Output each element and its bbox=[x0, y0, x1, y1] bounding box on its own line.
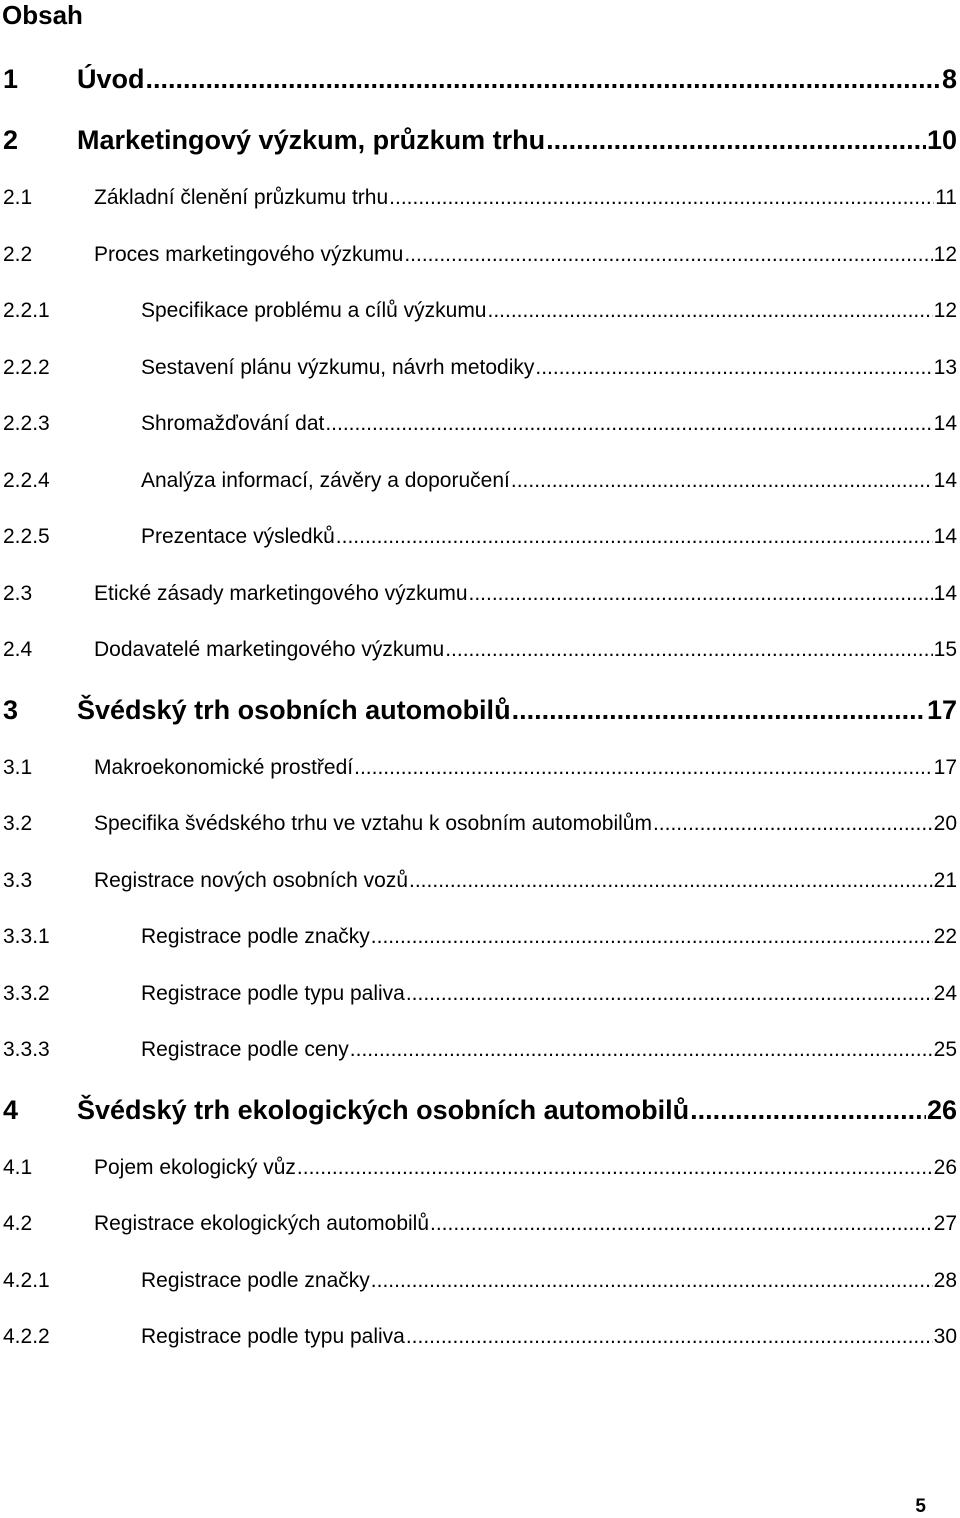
toc-entry-4[interactable] bbox=[3, 1093, 957, 1127]
toc-entry-page: 14 bbox=[933, 412, 957, 435]
toc-entry-number: 2.1 bbox=[3, 186, 33, 209]
toc-entry-title: Registrace podle značky bbox=[141, 1268, 370, 1292]
toc-entry-page: 12 bbox=[933, 242, 957, 266]
toc-entry-4-1[interactable] bbox=[3, 1154, 957, 1182]
toc-entry-number: 2.3 bbox=[3, 581, 33, 605]
toc-entry-page: 27 bbox=[933, 1212, 957, 1235]
toc-entry-4-2-1[interactable] bbox=[3, 1267, 957, 1295]
toc-entry-page: 14 bbox=[933, 468, 957, 492]
toc-entry-page: 11 bbox=[935, 186, 957, 209]
toc-entry-title: Sestavení plánu výzkumu, návrh metodiky bbox=[141, 355, 535, 379]
dot-leader bbox=[406, 980, 933, 1008]
toc-entry-number: 4.2.1 bbox=[3, 1268, 50, 1292]
dot-leader bbox=[354, 754, 933, 782]
toc-entry-3-3-2[interactable] bbox=[3, 980, 957, 1008]
toc-entry-title: Prezentace výsledků bbox=[141, 525, 335, 548]
dot-leader bbox=[409, 867, 933, 895]
toc-entry-page: 30 bbox=[933, 1325, 957, 1348]
toc-entry-title: Švédský trh ekologických osobních automobilů bbox=[77, 1094, 690, 1125]
toc-entry-3-3-3[interactable] bbox=[3, 1036, 957, 1064]
dot-leader bbox=[325, 410, 932, 438]
dot-leader bbox=[371, 1267, 933, 1295]
toc-entry-page: 17 bbox=[933, 755, 957, 779]
toc-entry-number: 4.2 bbox=[3, 1212, 33, 1235]
dot-leader bbox=[297, 1154, 933, 1182]
toc-entry-title: Registrace ekologických automobilů bbox=[94, 1212, 430, 1235]
toc-entry-number: 3.1 bbox=[3, 755, 33, 779]
toc-entry-page: 21 bbox=[933, 868, 957, 892]
toc-heading: Obsah bbox=[2, 0, 83, 30]
toc-entry-page: 13 bbox=[933, 355, 957, 379]
toc-entry-title: Analýza informací, závěry a doporučení bbox=[141, 468, 510, 492]
toc-entry-title: Registrace podle typu paliva bbox=[141, 981, 405, 1005]
toc-entry-title: Registrace nových osobních vozů bbox=[94, 868, 409, 892]
toc-entry-number: 4 bbox=[3, 1094, 19, 1125]
toc-entry-number: 2.2.5 bbox=[3, 525, 50, 548]
dot-leader bbox=[404, 241, 932, 269]
toc-entry-2-1[interactable] bbox=[3, 184, 957, 212]
toc-entry-2-3[interactable] bbox=[3, 580, 957, 608]
toc-entry-title: Registrace podle značky bbox=[141, 925, 370, 948]
toc-entry-page: 26 bbox=[933, 1155, 957, 1179]
dot-leader bbox=[389, 184, 934, 212]
toc-entry-title: Švédský trh osobních automobilů bbox=[77, 694, 511, 725]
toc-entry-2-2-4[interactable] bbox=[3, 467, 957, 495]
dot-leader bbox=[653, 810, 933, 838]
dot-leader bbox=[336, 523, 933, 551]
toc-entry-2-2-1[interactable] bbox=[3, 297, 957, 325]
dot-leader bbox=[488, 297, 933, 325]
toc-entry-number: 1 bbox=[3, 64, 19, 94]
dot-leader bbox=[350, 1036, 933, 1064]
toc-entry-number: 2.4 bbox=[3, 638, 33, 661]
toc-entry-number: 2.2.2 bbox=[3, 355, 50, 379]
toc-entry-number: 2.2.3 bbox=[3, 412, 50, 435]
toc-entry-4-2-2[interactable] bbox=[3, 1323, 957, 1351]
toc-entry-3-1[interactable] bbox=[3, 754, 957, 782]
toc-entry-4-2[interactable] bbox=[3, 1210, 957, 1238]
toc-entry-title: Marketingový výzkum, průzkum trhu bbox=[77, 125, 546, 155]
toc-entry-page: 26 bbox=[926, 1094, 957, 1125]
toc-entry-page: 12 bbox=[933, 299, 957, 322]
toc-entry-2-4[interactable] bbox=[3, 636, 957, 664]
dot-leader bbox=[406, 1323, 933, 1351]
toc-entry-number: 3.3.3 bbox=[3, 1038, 50, 1061]
toc-entry-page: 22 bbox=[933, 925, 957, 948]
toc-entry-2-2[interactable] bbox=[3, 241, 957, 269]
dot-leader bbox=[371, 923, 933, 951]
dot-leader bbox=[445, 636, 932, 664]
toc-entry-title: Úvod bbox=[77, 64, 145, 94]
dot-leader bbox=[430, 1210, 933, 1238]
toc-entry-title: Specifikace problému a cílů výzkumu bbox=[141, 299, 487, 322]
toc-entry-number: 3.3.1 bbox=[3, 925, 50, 948]
dot-leader bbox=[690, 1093, 926, 1127]
toc-entry-title: Dodavatelé marketingového výzkumu bbox=[94, 638, 445, 661]
toc-entry-3[interactable] bbox=[3, 693, 957, 727]
toc-entry-page: 8 bbox=[941, 64, 957, 94]
toc-entry-number: 2 bbox=[3, 125, 19, 155]
toc-entry-page: 28 bbox=[933, 1268, 957, 1292]
toc-entry-2-2-3[interactable] bbox=[3, 410, 957, 438]
dot-leader bbox=[512, 693, 926, 727]
toc-entry-number: 2.2 bbox=[3, 242, 33, 266]
toc-entry-page: 20 bbox=[933, 812, 957, 835]
dot-leader bbox=[146, 62, 941, 96]
toc-entry-title: Základní členění průzkumu trhu bbox=[94, 186, 389, 209]
toc-entry-3-2[interactable] bbox=[3, 810, 957, 838]
toc-entry-title: Etické zásady marketingového výzkumu bbox=[94, 581, 468, 605]
toc-entry-number: 2.2.4 bbox=[3, 468, 50, 492]
toc-entry-page: 14 bbox=[933, 581, 957, 605]
toc-entry-2[interactable] bbox=[3, 123, 957, 157]
toc-entry-page: 10 bbox=[926, 125, 957, 155]
toc-entry-2-2-2[interactable] bbox=[3, 354, 957, 382]
toc-entry-number: 3.3 bbox=[3, 868, 33, 892]
toc-entry-title: Makroekonomické prostředí bbox=[94, 755, 354, 779]
toc-entry-number: 3 bbox=[3, 694, 19, 725]
toc-entry-title: Pojem ekologický vůz bbox=[94, 1155, 296, 1179]
toc-entry-page: 17 bbox=[926, 694, 957, 725]
toc-entry-number: 3.2 bbox=[3, 812, 33, 835]
toc-entry-number: 4.2.2 bbox=[3, 1325, 50, 1348]
toc-entry-number: 4.1 bbox=[3, 1155, 33, 1179]
toc-entry-page: 15 bbox=[933, 638, 957, 661]
toc-entry-number: 2.2.1 bbox=[3, 299, 50, 322]
toc-entry-title: Shromažďování dat bbox=[141, 412, 325, 435]
toc-entry-1[interactable] bbox=[3, 62, 957, 96]
toc-entry-3-3-1[interactable] bbox=[3, 923, 957, 951]
toc-entry-2-2-5[interactable] bbox=[3, 523, 957, 551]
toc-entry-number: 3.3.2 bbox=[3, 981, 50, 1005]
toc-entry-page: 24 bbox=[933, 981, 957, 1005]
toc-entry-3-3[interactable] bbox=[3, 867, 957, 895]
toc-entry-page: 14 bbox=[933, 525, 957, 548]
toc-entry-page: 25 bbox=[933, 1038, 957, 1061]
footer-page-number: 5 bbox=[915, 1496, 926, 1517]
dot-leader bbox=[469, 580, 933, 608]
toc-entry-title: Registrace podle typu paliva bbox=[141, 1325, 405, 1348]
dot-leader bbox=[511, 467, 933, 495]
dot-leader bbox=[535, 354, 932, 382]
toc-entry-title: Proces marketingového výzkumu bbox=[94, 242, 404, 266]
toc-entry-title: Specifika švédského trhu ve vztahu k osobním automobilům bbox=[94, 812, 652, 835]
dot-leader bbox=[546, 123, 926, 157]
toc-entry-title: Registrace podle ceny bbox=[141, 1038, 349, 1061]
